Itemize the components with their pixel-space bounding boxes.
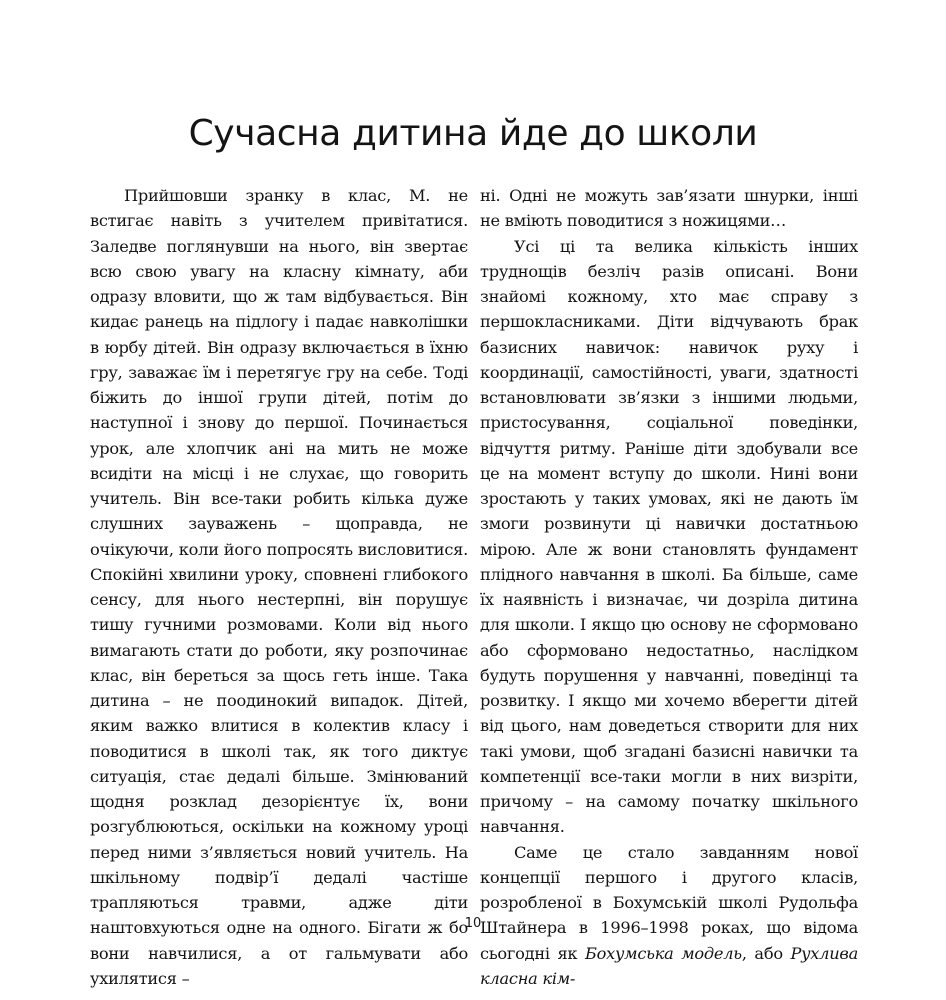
body-paragraph: Прийшовши зранку в клас, М. не встигає навіть з учителем привітатися. Заледве поглянувши на нього, він звертає всю свою увагу на класну кімнату, аби одразу вловити, що ж там відбувається. Він кидає ранець на підлогу і падає навколішки в юрбу дітей. Він одразу включається в їхню гру, заважає їм і перетягує гру на себе. Тоді біжить до іншої групи дітей, потім до наступної і знову до першої. Починається урок, але хлопчик ані на мить не може всидіти на місці і не слухає, що говорить учитель. Він все-таки робить кілька дуже слушних зауважень – щоправда, не очікуючи, коли його попросять висловитися. Спокійні хвилини уроку, сповнені глибокого сенсу, для нього нестерпні, він порушує тишу гучними розмовами. Коли від нього вимагають стати до роботи, яку розпочинає клас, він береться за щось геть інше. Така дитина – не поодинокий випадок. Дітей, яким важко влитися в колектив класу і поводитися в школі так, як того диктує ситуація, стає дедалі більше. Змінюваний щодня розклад дезорієнтує їх, вони розгублюються, оскільки на кожному уроці перед ними з’являється новий учитель. На шкільному подвір’ї дедалі частіше трапляються травми, адже діти наштовхуються одне на одного. Бігати ж бо вони навчилися, а от гальмувати або ухилятися –: [90, 186, 468, 988]
page-number: 10: [464, 916, 482, 931]
paragraph-text: , або: [741, 943, 791, 963]
paragraph-text: Саме це стало завданням нової концепції першого і другого класів, розробленої в Бохумській школі Рудольфа Штайнера в 1996–1998 роках, що відома сьогодні як: [480, 842, 858, 963]
body-paragraph-continued: ні. Одні не можуть зав’язати шнурки, інші не вміють поводитися з ножицями…: [480, 186, 858, 231]
body-paragraph: Усі ці та велика кількість інших труднощів безліч разів описані. Вони знайомі кожному, хто має справу з першокласниками. Діти відчувають брак базисних навичок: навичок руху і координації, самостійності, уваги, здатності встановлювати зв’язки з іншими людьми, пристосування, соціальної поведінки, відчуття ритму. Раніше діти здобували все це на момент вступу до школи. Нині вони зростають у таких умовах, які не дають їм змоги розвинути ці навички достатньою мірою. Але ж вони становлять фундамент плідного навчання в школі. Ба більше, саме їх наявність і визначає, чи дозріла дитина для школи. І якщо цю основу не сформовано або сформовано недостатньо, наслідком будуть порушення у навчанні, поведінці та розвитку. І якщо ми хочемо вберегти дітей від цього, нам доведеться створити для них такі умови, щоб згадані базисні навички та компетенції все-таки могли в них визріти, причому – на самому початку шкільного навчання.: [480, 236, 858, 837]
italic-term-bochum-model: Бохумська модель: [585, 943, 742, 963]
italic-term-moving-classroom: Рухлива класна кім-: [480, 943, 858, 988]
chapter-title: Сучасна дитина йде до школи: [188, 113, 758, 154]
right-text-column: [480, 183, 858, 991]
left-text-column: [90, 183, 468, 991]
